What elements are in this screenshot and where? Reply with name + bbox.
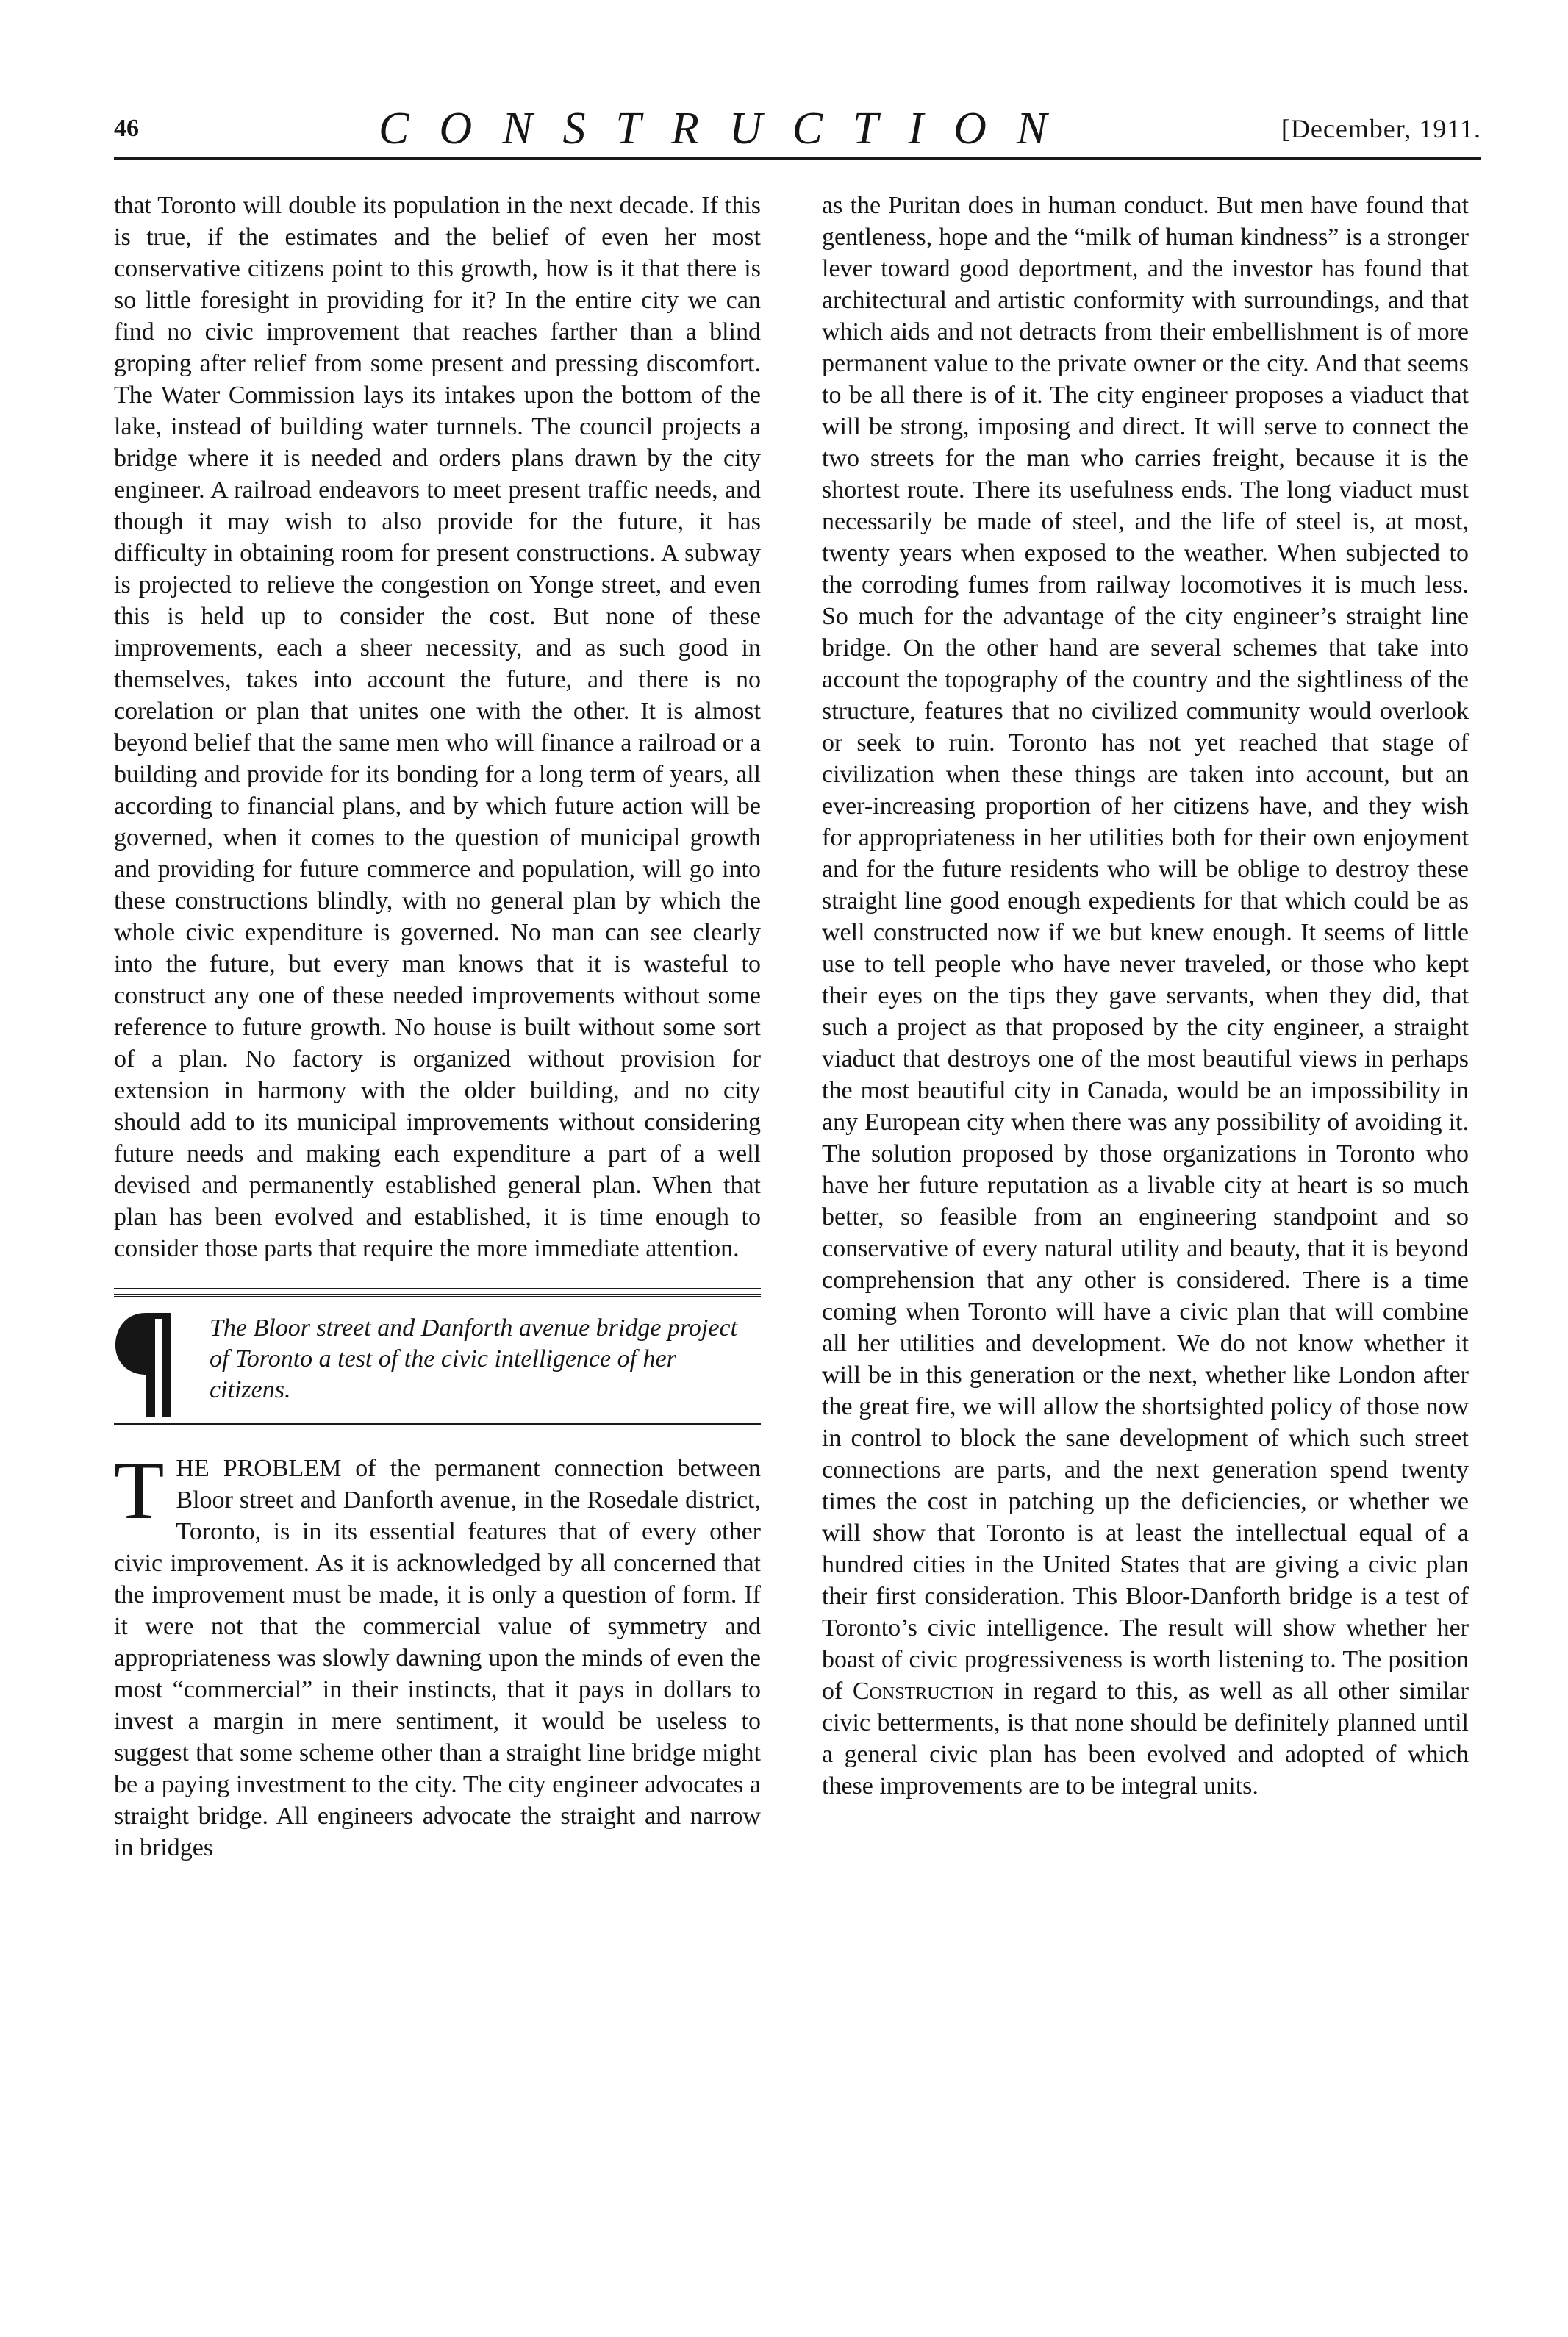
pilcrow-icon xyxy=(114,1310,177,1420)
body-paragraph-right xyxy=(822,190,1469,1802)
pull-quote xyxy=(114,1294,761,1425)
journal-name-inline: Construction xyxy=(852,1678,994,1705)
right-text-part-1: as the Puritan does in human conduct. But men have found that gentleness, hope and the “milk of human kindness” is a stronger lever toward good deportment, and the investor has found that architectural and artistic conformity with surroundings, and that which aids and not detracts from their embellishment is of more permanent value to the private owner or the city. And that seems to be all there is of it. The city engineer proposes a viaduct that will be strong, imposing and direct. It will serve to connect the two streets for the man who carries freight, because it is the shortest route. There its usefulness ends. The long viaduct must necessarily be made of steel, and the life of steel is, at most, twenty years when exposed to the weather. When subjected to the corroding fumes from railway locomotives it is much less. So much for the advantage of the city engineer’s straight line bridge. On the other hand are several schemes that take into account the topography of the country and the sightliness of the structure, features that no civilized community would overlook or seek to ruin. Toronto has not yet reached that stage of civilization when these things are taken into account, but an ever-increasing proportion of her citizens have, and they wish for appropriateness in her utilities both for their own enjoyment and for the future residents who will be oblige to destroy these straight line good enough expedients for that which could be as well constructed now if we but knew enough. It seems of little use to tell people who have never traveled, or those who kept their eyes on the tips they gave servants, when they did, that such a project as that proposed by the city engineer, a straight viaduct that destroys one of the most beautiful views in perhaps the most beautiful city in Canada, would be an impossibility in any European city when there was any possibility of avoiding it. The solution proposed by those organizations in Toronto who have her future reputation as a livable city at heart is so much better, so feasible from an engineering standpoint and so conservative of every natural utility and beauty, that it is beyond comprehension that any other is considered. There is a time coming when Toronto will have a civic plan that will combine all her utilities and development. We do not know whether it will be in this generation or the next, whether like London after the great fire, we will allow the shortsighted policy of those now in control to block the sane development of which such street connections are parts, and the next generation spend twenty times the cost in patching up the deficiencies, or whether we will show that Toronto is at least the intellectual equal of a hundred cities in the United States that are giving a civic plan their first consideration. This Bloor-Danforth bridge is a test of Toronto’s civic intelligence. The result will show whether her boast of civic progressiveness is worth listening to. The position of xyxy=(822,192,1469,1705)
section-paragraph xyxy=(114,1445,761,1864)
header-rule xyxy=(114,157,1481,162)
left-column xyxy=(114,190,761,1864)
body-paragraph: that Toronto will double its population in the next decade. If this is true, if the estimates and the belief of even her most conservative citizens point to this growth, how is it that there is so little foresight in providing for it? In the entire city we can find no civic improvement that reaches farther than a blind groping after relief from some present and pressing discomfort. The Water Commission lays its intakes upon the bottom of the lake, instead of building water turnnels. The council projects a bridge where it is needed and orders plans drawn by the city engineer. A railroad endeavors to meet present traffic needs, and though it may wish to also provide for the future, it has difficulty in obtaining room for present constructions. A subway is projected to relieve the congestion on Yonge street, and even this is held up to consider the cost. But none of these improvements, each a sheer necessity, and as such good in themselves, takes into account the future, and there is no corelation or plan that unites one with the other. It is almost beyond belief that the same men who will finance a railroad or a building and provide for its bonding for a long term of years, all according to financial plans, and by which future action will be governed, when it comes to the question of municipal growth and providing for future commerce and population, will go into these constructions blindly, with no general plan by which the whole civic expenditure is governed. No man can see clearly into the future, but every man knows that it is wasteful to construct any one of these needed improvements without some reference to future growth. No house is built without some sort of a plan. No factory is organized without provision for extension in harmony with the older building, and no city should add to its municipal improvements without considering future needs and making each expenditure a part of a well devised and permanently established general plan. When that plan has been evolved and established, it is time enough to consider those parts that require the more immediate attention. xyxy=(114,192,761,1262)
right-text-part-2: in regard to this, as well as all other similar civic betterments, is that none should be definitely planned until a general civic plan has been evolved and adopted of which these improvements are to be integral units. xyxy=(822,1678,1469,1800)
issue-date: [December, 1911. xyxy=(1281,114,1481,143)
journal-title: CONSTRUCTION xyxy=(379,104,1078,154)
section-body: of the permanent connection between Bloor street and Danforth avenue, in the Rosedale district, Toronto, is in its essential features that of every other civic improvement. As it is acknowledged by all concerned that the improvement must be made, it is only a question of form. If it were not that the commercial value of symmetry and appropriateness was slowly dawning upon the minds of even the most “commercial” in their instincts, that it pays in dollars to invest a margin in mere sentiment, it would be useless to suggest that some scheme other than a straight line bridge might be a paying investment to the city. The city engineer advocates a straight bridge. All engineers advocate the straight and narrow in bridges xyxy=(114,1455,761,1861)
right-column xyxy=(822,190,1469,1802)
drop-cap: T xyxy=(114,1445,165,1536)
page-header xyxy=(114,103,1481,162)
lead-in: HE PROBLEM xyxy=(176,1455,342,1482)
page-number: 46 xyxy=(114,115,139,142)
pull-quote-text: The Bloor street and Danforth avenue bridge project of Toronto a test of the civic intelligence of her citizens. xyxy=(210,1314,737,1403)
